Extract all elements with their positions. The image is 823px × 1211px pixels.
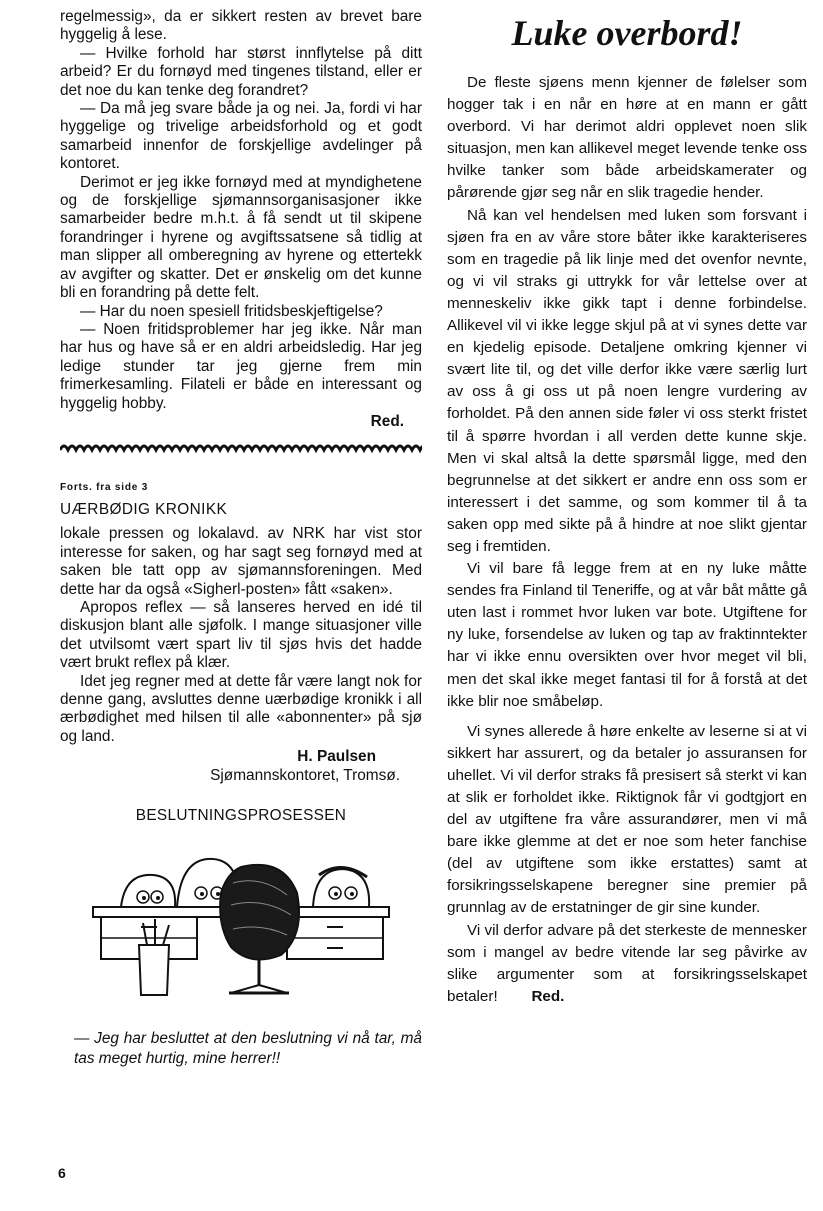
wavy-divider (60, 441, 422, 455)
left-column (60, 8, 422, 1069)
interview-question: — Har du noen spesiell fritidsbeskjeftigelse? (80, 302, 383, 320)
continued-note: Forts. fra side 3 (60, 482, 149, 494)
interview-answer: — Da må jeg svare både ja og nei. Ja, fordi vi har hyggelige og trivelige arbeidsforhold og et godt samarbeid innenfor de forskjellige avdelinger på kontoret. (60, 100, 422, 173)
article-signature: Red. (531, 987, 565, 1005)
cartoon-caption: — Jeg har besluttet at den beslutning vi nå tar, må tas meget hurtig, mine herrer!! (74, 1030, 422, 1068)
article-paragraph: Vi vil bare få legge frem at en ny luke måtte sendes fra Finland til Teneriffe, og at vår båt måtte gå uten last i rommet hvor luken var bote. Utgiftene for ny luke, forsendelse av luken og tap av fraktinntekter har vi ikke ennu oversikten over hvor meget vil bli, men det skal ikke meget fantasi til for å forstå at det ikke blir noe småbeløp. (447, 560, 807, 710)
interview-answer: — Noen fritidsproblemer har jeg ikke. Når man har hus og have så er en aldri arbeidsledig. Har jeg ledige stunder tar jeg gjerne frem min frimerkesamling. Filateli er både en interessant og hyggelig hobby. (60, 320, 422, 412)
article-paragraph: Nå kan vel hendelsen med luken som forsvant i sjøen fra en av våre store båter ikke karakteriseres som en tragedie på lik linje med det ovenfor nevnte, og vi vil straks gi uttrykk for vår lettelse over at menneskeliv ikke gikk tapt i denne forbindelse. Allikevel vil vi ikke legge skjul på at vi synes dette var en kjedelig episode. Detaljene omkring kjenner vi svært lite til, og det ville derfor ikke være særlig lurt av oss å gi oss ut på noen lengre vurdering av forholdet. På den annen side føler vi oss sterkt fristet til å spørre hvordan i all verden dette kunne skje. Men vi skal altså la dette spørsmål ligge, med den begrunnelse at det sikkert er andre enn oss som er interessert i det samme, og som kommer til å ta saken opp med sikte på å hindre at noe slikt gjentar seg i fremtiden. (447, 206, 807, 555)
article-paragraph: De fleste sjøens menn kjenner de følelser som hogger tak i en når en høre at en mann er gått overbord. Vi har derimot aldri opplevet noen slik situasjon, men kan allikevel meget levende tenke oss hvilke tanker som både arbeidskamerater og pårørende gjør seg når en slik tragedie hender. (447, 74, 807, 202)
kronikk-author-place: Sjømannskontoret, Tromsø. (210, 766, 400, 784)
kronikk-heading: UÆRBØDIG KRONIKK (60, 501, 228, 519)
page-number: 6 (58, 1165, 66, 1181)
article-last-paragraph-text: Vi vil derfor advare på det sterkeste de mennesker som i mangel av bedre vitende lar seg påvirke av slike argumenter som at forsikringsselskapet betaler! (447, 921, 807, 1005)
interview-answer: Derimot er jeg ikke fornøyd med at myndighetene og de forskjellige sjømannsorganisasjoner ikke samarbeider bedre m.h.t. å få sendt ut til skipene forandringer i hyrene og avgiftssatsene så tidlig at man slipper all omberegning av hyrene og ettertekk av avgifter og skatter. Det er ønskelig om det kunne bli en forandring på dette felt. (60, 173, 422, 302)
kronikk-author: H. Paulsen (297, 748, 376, 766)
kronikk-paragraph: Idet jeg regner med at dette får være langt nok for denne gang, avsluttes denne uærbødige kronikk i all ærbødighet med hilsen til alle «abonnenter» på sjø og land. (60, 672, 422, 745)
cartoon-title: BESLUTNINGSPROSESSEN (135, 807, 347, 825)
kronikk-paragraph: Apropos reflex — så lanseres herved en idé til diskusjon blant alle sjøfolk. I mange situasjoner ville det utvilsomt vært spart liv til sjøs hvis det hadde vært brukt reflex på klær. (60, 598, 422, 672)
cartoon-illustration (91, 835, 391, 1015)
article-title: Luke overbord! (511, 13, 743, 53)
right-column (447, 8, 807, 1008)
article-paragraph: Vi synes allerede å høre enkelte av leserne si at vi sikkert har assurert, og da betaler jo assuransen for uhellet. Vi vil derfor straks få presisert så sterkt vi kan at slik er forholdet ikke. Riktignok får vi godtgjort en del av utgiftene fra våre assurandører, men vi må bare ikke glemme at det er noe som heter fanchise (del av utgiftene som ikke erstattes) samt at forsikringsselskapene beregner sine premier på grunnlag av de erstatninger de gir sine kunder. (447, 722, 807, 917)
interview-question: — Hvilke forhold har størst innflytelse på ditt arbeid? Er du fornøyd med tingenes tilstand, eller er det noe du kan tenke deg forandret? (60, 44, 422, 99)
interview-paragraph: regelmessig», da er sikkert resten av brevet bare hyggelig å lese. (60, 8, 422, 44)
interview-signature: Red. (370, 412, 404, 430)
kronikk-paragraph: lokale pressen og lokalavd. av NRK har vist stor interesse for saken, og har sagt seg fornøyd med at saken ble tatt opp av sjømannsforeningen. Med dette har da også «Sigherl-posten» fått «saken». (60, 525, 422, 598)
article-paragraph (447, 920, 807, 1008)
